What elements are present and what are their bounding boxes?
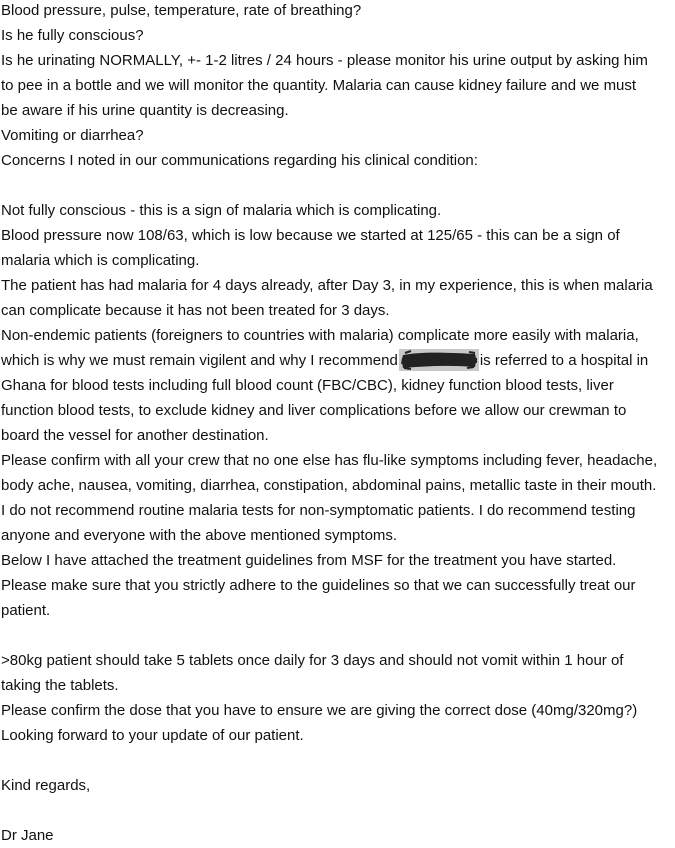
text-segment: is referred to a hospital in: [479, 352, 649, 369]
blank-line: [1, 173, 665, 198]
blank-line: [1, 798, 665, 823]
text-line: body ache, nausea, vomiting, diarrhea, constipation, abdominal pains, metallic taste in their mouth.: [1, 477, 657, 494]
text-line: Please confirm the dose that you have to ensure we are giving the correct dose (40mg/320mg?): [1, 702, 638, 719]
text-line: >80kg patient should take 5 tablets once daily for 3 days and should not vomit within 1 hour of: [1, 652, 624, 669]
redacted-name-icon: [399, 349, 479, 371]
email-body: [1, 0, 665, 848]
text-line: to pee in a bottle and we will monitor the quantity. Malaria can cause kidney failure and we must: [1, 77, 637, 94]
text-line: malaria which is complicating.: [1, 252, 200, 269]
text-line: Is he fully conscious?: [1, 27, 144, 44]
text-line: Blood pressure now 108/63, which is low because we started at 125/65 - this can be a sign of: [1, 227, 620, 244]
text-line: Ghana for blood tests including full blood count (FBC/CBC), kidney function blood tests, liver: [1, 377, 614, 394]
text-line: board the vessel for another destination.: [1, 427, 269, 444]
signature: Dr Jane: [1, 827, 54, 844]
text-line: Please confirm with all your crew that no one else has flu-like symptoms including fever, headache,: [1, 452, 658, 469]
text-line: Looking forward to your update of our patient.: [1, 727, 304, 744]
text-line-with-redaction: [1, 348, 665, 373]
text-line: function blood tests, to exclude kidney and liver complications before we allow our crewman to: [1, 402, 627, 419]
closing: Kind regards,: [1, 777, 91, 794]
text-line: taking the tablets.: [1, 677, 119, 694]
blank-line: [1, 623, 665, 648]
text-line: The patient has had malaria for 4 days already, after Day 3, in my experience, this is when malaria: [1, 277, 653, 294]
text-line: Concerns I noted in our communications regarding his clinical condition:: [1, 152, 478, 169]
text-line: patient.: [1, 602, 51, 619]
blank-line: [1, 748, 665, 773]
text-line: Please make sure that you strictly adhere to the guidelines so that we can successfully treat our: [1, 577, 636, 594]
text-line: can complicate because it has not been treated for 3 days.: [1, 302, 390, 319]
text-line: Vomiting or diarrhea?: [1, 127, 144, 144]
text-line: Blood pressure, pulse, temperature, rate of breathing?: [1, 2, 362, 19]
text-line: I do not recommend routine malaria tests for non-symptomatic patients. I do recommend testing: [1, 502, 636, 519]
text-line: anyone and everyone with the above mentioned symptoms.: [1, 527, 398, 544]
text-line: Non-endemic patients (foreigners to countries with malaria) complicate more easily with malaria,: [1, 327, 639, 344]
text-line: be aware if his urine quantity is decreasing.: [1, 102, 289, 119]
text-segment: which is why we must remain vigilent and why I recommend: [1, 352, 398, 369]
text-line: Not fully conscious - this is a sign of malaria which is complicating.: [1, 202, 442, 219]
text-line: Is he urinating NORMALLY, +- 1-2 litres / 24 hours - please monitor his urine output by asking him: [1, 52, 648, 69]
text-line: Below I have attached the treatment guidelines from MSF for the treatment you have started.: [1, 552, 617, 569]
